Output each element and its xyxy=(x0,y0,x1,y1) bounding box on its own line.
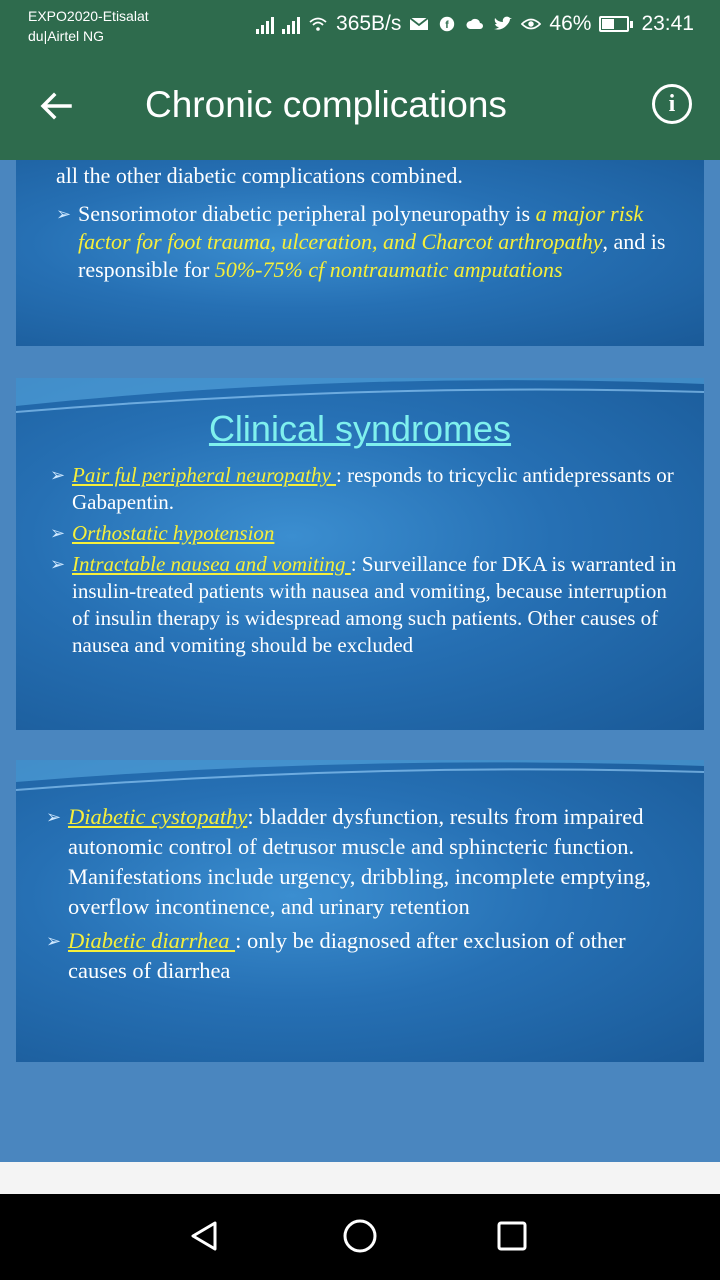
network-speed: 365B/s xyxy=(336,12,402,35)
arrow-left-icon xyxy=(36,86,76,126)
syndrome-text: : Surveillance for DKA is warranted in insulin-treated patients with nausea and vomiting, because interruption of insulin therapy is widespread among such patients. Other causes of nausea and vomiting should be excluded xyxy=(72,552,677,657)
bullet-arrow-icon: ➢ xyxy=(46,807,62,827)
slide2-list xyxy=(50,462,680,663)
status-bar xyxy=(0,0,720,48)
system-nav-bar xyxy=(0,1194,720,1280)
syndrome-term: Intractable nausea and vomiting xyxy=(72,552,351,576)
mail-icon xyxy=(409,16,429,32)
list-item xyxy=(50,462,680,516)
bullet-arrow-icon: ➢ xyxy=(50,554,66,574)
complication-text: : only be diagnosed after exclusion of other causes of diarrhea xyxy=(68,928,626,983)
facebook-icon xyxy=(437,16,457,32)
carrier-line-2: du|Airtel NG xyxy=(28,28,104,44)
nav-recents-icon xyxy=(495,1219,529,1253)
info-button[interactable] xyxy=(652,84,692,124)
list-item xyxy=(50,520,680,547)
list-item xyxy=(50,551,680,659)
bullet-arrow-icon: ➢ xyxy=(56,204,72,224)
complication-term: Diabetic diarrhea xyxy=(68,928,236,953)
slide1-lead-text: Sensorimotor diabetic peripheral polyneuropathy is xyxy=(78,201,536,226)
battery-fill xyxy=(602,19,614,29)
complication-text: : bladder dysfunction, results from impaired autonomic control of detrusor muscle and sphincteric function. Manifestations include urgency, dribbling, incomplete emptying, overflow incontinence, and urinary retention xyxy=(68,804,652,919)
app-bar xyxy=(0,48,720,160)
slide-3 xyxy=(16,760,704,1062)
slide1-middle-text: , and is responsible for xyxy=(78,229,666,282)
carrier-line-1: EXPO2020-Etisalat xyxy=(28,8,149,24)
status-icons xyxy=(256,8,694,40)
list-item xyxy=(46,926,676,986)
bullet-arrow-icon: ➢ xyxy=(46,931,62,951)
bullet-arrow-icon: ➢ xyxy=(50,465,66,485)
bottom-strip xyxy=(0,1162,720,1194)
nav-home-icon xyxy=(341,1217,379,1255)
battery-icon xyxy=(599,16,633,32)
svg-text:f: f xyxy=(445,20,450,31)
slide-2 xyxy=(16,378,704,730)
signal-icon xyxy=(256,14,274,34)
signal-roaming-icon xyxy=(282,14,300,34)
info-icon: i xyxy=(668,90,676,117)
nav-home-button[interactable] xyxy=(338,1214,382,1258)
syndrome-term: Orthostatic hypotension xyxy=(72,521,275,545)
slide2-heading: Clinical syndromes xyxy=(208,408,512,449)
slide-1 xyxy=(16,160,704,346)
carrier-info xyxy=(28,6,149,46)
wifi-icon xyxy=(308,16,328,32)
nav-recents-button[interactable] xyxy=(490,1214,534,1258)
back-button[interactable] xyxy=(30,80,82,132)
eye-icon xyxy=(521,16,541,32)
twitter-icon xyxy=(493,16,513,32)
slide-swoosh xyxy=(16,760,704,800)
slide1-top-line: all the other diabetic complications combined. xyxy=(56,163,463,188)
bullet-arrow-icon: ➢ xyxy=(50,523,66,543)
nav-back-icon xyxy=(187,1219,221,1253)
slide3-list xyxy=(46,802,676,990)
page-title: Chronic complications xyxy=(145,84,507,125)
slide1-highlight-1: a major risk factor for foot trauma, ulceration, and Charcot arthropathy xyxy=(78,201,644,254)
slide1-bullet xyxy=(56,200,676,284)
battery-percent: 46% xyxy=(549,12,592,35)
nav-back-button[interactable] xyxy=(182,1214,226,1258)
clock: 23:41 xyxy=(641,12,694,35)
slide-viewer[interactable] xyxy=(0,160,720,1162)
complication-term: Diabetic cystopathy xyxy=(68,804,248,829)
cloud-icon xyxy=(465,16,485,32)
slide1-highlight-2: 50%-75% cf nontraumatic amputations xyxy=(214,257,563,282)
list-item xyxy=(46,802,676,922)
syndrome-term: Pair ful peripheral neuropathy xyxy=(72,463,337,487)
syndrome-text: : responds to tricyclic antidepressants or Gabapentin. xyxy=(72,463,674,514)
